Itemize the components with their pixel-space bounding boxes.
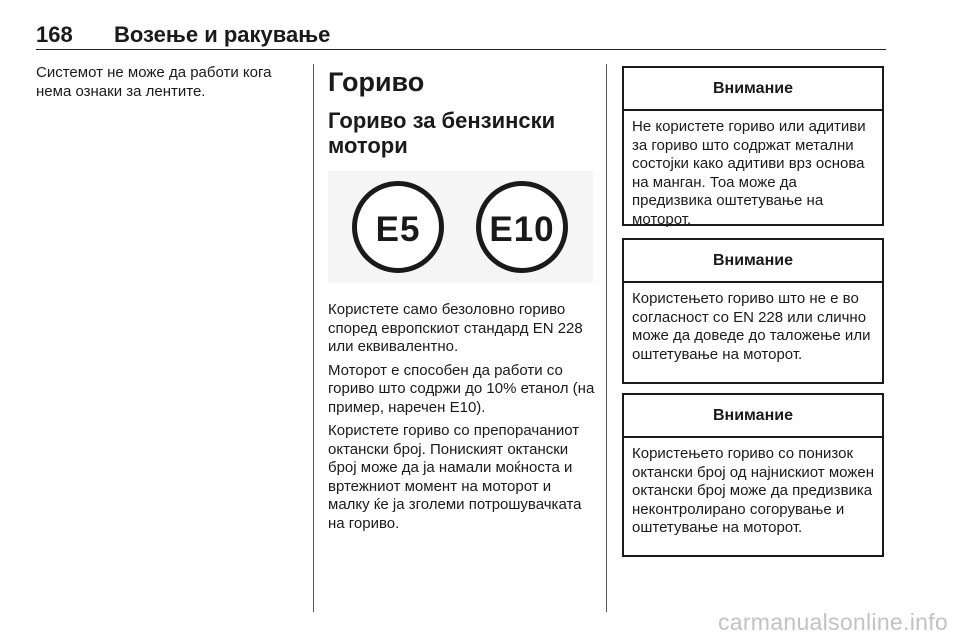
chapter-title: Возење и ракување: [114, 22, 331, 47]
watermark: carmanualsonline.info: [717, 609, 948, 635]
caution-title: Внимание: [624, 68, 882, 111]
left-column: [36, 64, 301, 106]
left-column-text: Системот не може да работи кога нема ознаки за лентите.: [36, 64, 272, 100]
section-subheading: Гориво за бензински мотори: [328, 108, 556, 158]
caution-box: [622, 238, 884, 384]
caution-box: [622, 66, 884, 226]
caution-box: [622, 393, 884, 557]
caution-text: Користењето гориво со понизок октански број од најнискиот можен октански број може да предизвика неконтролирано согорување и оштетување на моторот.: [632, 445, 874, 536]
e5-fuel-label-icon: [352, 181, 444, 273]
middle-column: [328, 64, 596, 538]
caution-title: Внимание: [624, 395, 882, 438]
page-header: [36, 22, 886, 52]
fuel-label-figure: [328, 171, 593, 283]
caution-text: Не користете гориво или адитиви за гориво што содржат метални состојки како адитиви врз основа на манган. Тоа може да предизвика оштетување на моторот.: [632, 118, 866, 228]
paragraph: Користете само безоловно гориво според европскиот стандард EN 228 или еквивалентно.: [328, 301, 583, 355]
paragraph: Моторот е способен да работи со гориво што содржи до 10% етанол (на пример, наречен E10).: [328, 361, 595, 416]
e5-label-text: E5: [375, 210, 421, 249]
paragraph: Користете гориво со препорачаниот октански број. Пониският октански број може да ја намали моќноста и вртежниот момент на моторот и малку ќе ја зголеми потрошувачката на гориво.: [328, 422, 582, 532]
e10-fuel-label-icon: [476, 181, 568, 273]
page-number: 168: [36, 22, 73, 47]
caution-text: Користењето гориво што не е во согласност со EN 228 или слично може да доведе до таложење или оштетување на моторот.: [632, 290, 871, 363]
column-divider-right: [606, 64, 607, 612]
header-divider: [36, 49, 886, 50]
column-divider-left: [313, 64, 314, 612]
e10-label-text: E10: [489, 210, 555, 249]
caution-title: Внимание: [624, 240, 882, 283]
section-heading: Гориво: [328, 67, 425, 97]
